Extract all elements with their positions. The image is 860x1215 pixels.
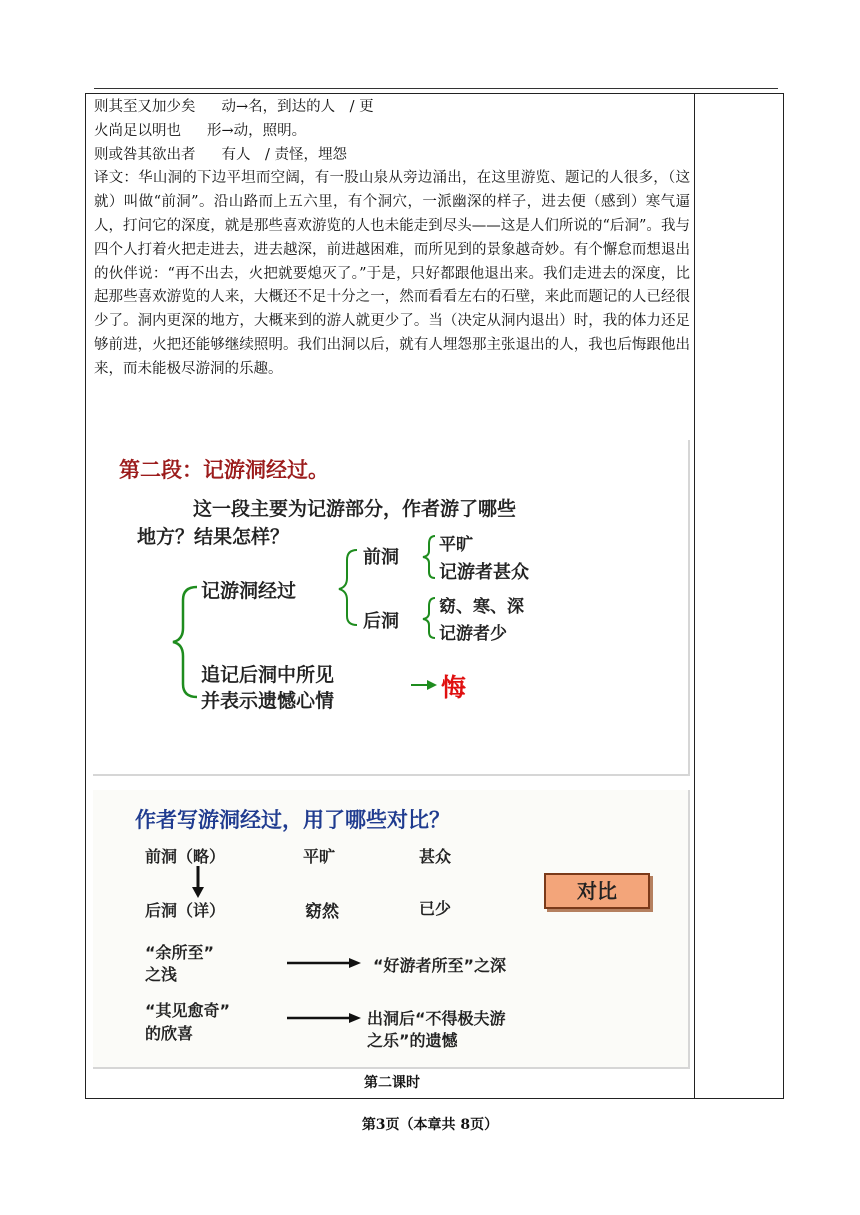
slide-contrasts [93, 790, 690, 1069]
recall-line-2: 并表示遗憾心情 [201, 690, 335, 712]
note-line-2 [94, 120, 690, 144]
arrow-2-head [349, 1013, 361, 1023]
front-cave-many: 甚众 [419, 847, 452, 866]
front-cave-brace [423, 536, 435, 578]
root-label: 记游洞经过 [201, 580, 297, 602]
slide2-title: 作者写游洞经过，用了哪些对比？ [135, 808, 450, 832]
result-regret: 悔 [441, 673, 467, 702]
front-cave-open: 平旷 [303, 847, 336, 866]
note-phrase: 则或咎其欲出者 [94, 146, 196, 163]
front-cave-detail-1: 平旷 [439, 535, 473, 555]
note-line-1 [94, 96, 690, 120]
slide-question-line-2: 地方？结果怎样？ [137, 526, 290, 548]
back-cave-detailed: 后洞（详） [145, 901, 226, 920]
back-cave-few: 已少 [419, 899, 452, 918]
front-cave-detail-2: 记游者甚众 [439, 562, 529, 583]
pair2-right-line1: 出洞后“不得极夫游 [367, 1009, 506, 1028]
front-cave-label: 前洞 [363, 547, 399, 568]
pair1-right: “好游者所至”之深 [373, 956, 507, 975]
notes-block [94, 96, 690, 382]
down-arrow-head [192, 887, 204, 898]
result-arrow-head [427, 680, 437, 690]
note-explain: 动→名，到达的人 / 更 [221, 99, 374, 115]
pair2-left-line2: 的欣喜 [145, 1024, 194, 1043]
translation-paragraph: 译文：华山洞的下边平坦而空阔，有一股山泉从旁边涌出，在这里游览、题记的人很多，（这就）叫做“前洞”。沿山路而上五六里，有个洞穴，一派幽深的样子，进去便（感到）寒气逼人，打问它的深度，就是那些喜欢游览的人也未能走到尽头——这是人们所说的“后洞”。我与四个人打着火把走进去，进去越深，前进越困难，而所见到的景象越奇妙。有个懈怠而想退出的伙伴说：“再不出去，火把就要熄灭了。”于是，只好都跟他退出来。我们走进去的深度，比起那些喜欢游览的人来，大概还不足十分之一，然而看看左右的石壁，来此而题记的人已经很少了。洞内更深的地方，大概来到的游人就更少了。当（决定从洞内退出）时，我的体力还足够前进，火把还能够继续照明。我们出洞以后，就有人埋怨那主张退出的人，我也后悔跟他出来，而未能极尽游洞的乐趣。 [94, 170, 690, 377]
page-number: 第3页（本章共 8页） [361, 1117, 499, 1133]
arrow-1-head [349, 958, 361, 968]
back-cave-deep: 窈然 [305, 902, 339, 922]
back-cave-detail-2: 记游者少 [439, 624, 507, 644]
front-cave-brief: 前洞（略） [145, 847, 226, 866]
pair2-right-line2: 之乐”的遗憾 [367, 1031, 458, 1050]
contrast-badge: 对比 [544, 873, 650, 909]
sub-brace [339, 550, 357, 625]
back-cave-label: 后洞 [363, 611, 399, 632]
slide-paragraph-structure [93, 440, 690, 776]
note-explain: 有人 / 责怪，埋怨 [221, 146, 347, 163]
slide-question-line-1: 这一段主要为记游部分，作者游了哪些 [193, 498, 517, 520]
note-line-3 [94, 144, 690, 168]
main-brace [173, 587, 197, 697]
header-rule [94, 88, 778, 89]
note-phrase: 则其至又加少矣 [94, 99, 196, 115]
recall-line-1: 追记后洞中所见 [201, 664, 335, 686]
section-title: 第二课时 [364, 1075, 420, 1091]
pair1-left-line1: “余所至” [145, 943, 215, 962]
note-explain: 形→动，照明。 [207, 122, 307, 139]
pair1-left-line2: 之浅 [145, 965, 178, 984]
back-cave-brace [423, 598, 435, 638]
column-divider [694, 93, 695, 1099]
pair2-left-line1: “其见愈奇” [145, 1001, 231, 1020]
slide-heading: 第二段：记游洞经过。 [119, 458, 329, 482]
note-phrase: 火尚足以明也 [94, 122, 181, 139]
back-cave-detail-1: 窈、寒、深 [439, 597, 524, 617]
